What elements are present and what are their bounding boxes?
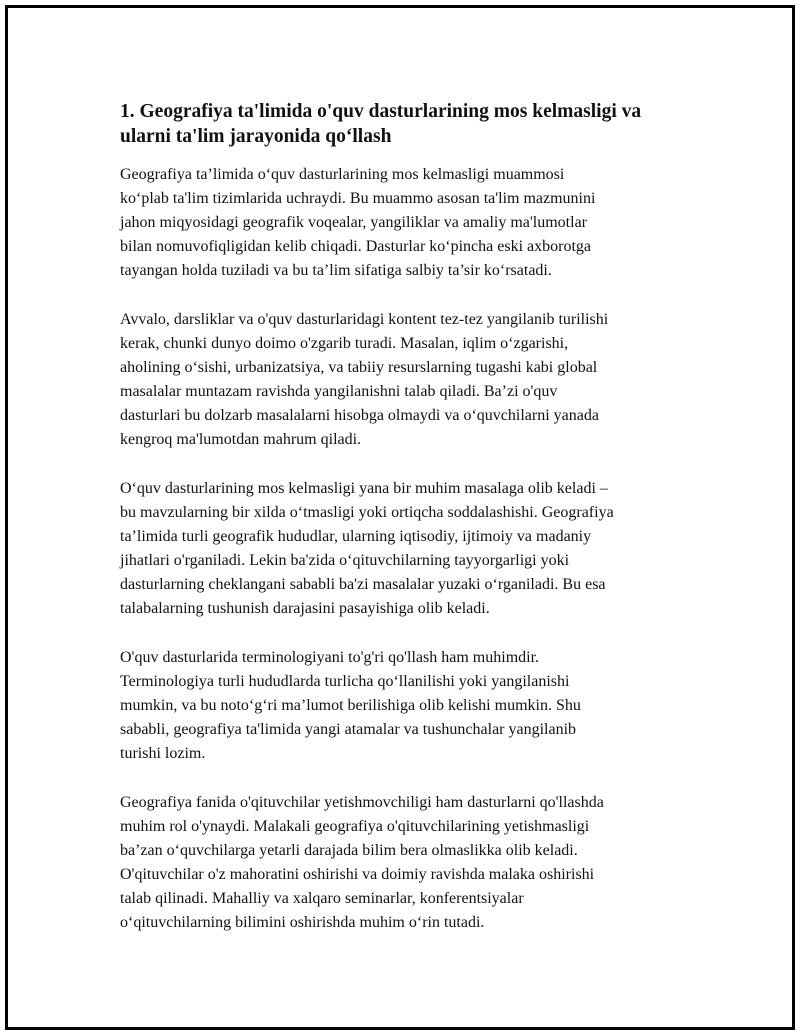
paragraph-5 (120, 791, 690, 935)
heading-line: 1. Geografiya ta'limida o'quv dasturlarining mos kelmasligi va (120, 101, 642, 122)
text-line: O'quv dasturlarida terminologiyani to'g'ri qo'llash ham muhimdir. (120, 649, 540, 666)
text-line: kerak, chunki dunyo doimo o'zgarib turadi. Masalan, iqlim o‘zgarishi, (120, 335, 569, 352)
text-line: o‘qituvchilarning bilimini oshirishda muhim o‘rin tutadi. (120, 914, 485, 931)
document-body (120, 99, 690, 960)
text-line: Avvalo, darsliklar va o'quv dasturlaridagi kontent tez-tez yangilanib turilishi (120, 311, 609, 328)
text-line: mumkin, va bu noto‘g‘ri ma’lumot berilishiga olib kelishi mumkin. Shu (120, 697, 581, 714)
text-line: turishi lozim. (120, 745, 206, 762)
text-line: ba’zan o‘quvchilarga yetarli darajada bilim bera olmaslikka olib keladi. (120, 842, 578, 859)
text-line: masalalar muntazam ravishda yangilanishni talab qiladi. Ba’zi o'quv (120, 383, 558, 400)
text-line: tayangan holda tuziladi va bu ta’lim sifatiga salbiy ta’sir ko‘rsatadi. (120, 262, 552, 279)
text-line: O‘quv dasturlarining mos kelmasligi yana bir muhim masalaga olib keladi – (120, 480, 608, 497)
page-frame (5, 5, 795, 1030)
paragraph-1 (120, 163, 690, 283)
heading-line: ularni ta'lim jarayonida qo‘llash (120, 126, 392, 147)
paragraph-3 (120, 477, 690, 621)
text-line: sababli, geografiya ta'limida yangi atamalar va tushunchalar yangilanib (120, 721, 577, 738)
text-line: talab qilinadi. Mahalliy va xalqaro seminarlar, konferentsiyalar (120, 890, 524, 907)
text-line: dasturlarning cheklangani sababli ba'zi masalalar yuzaki o‘rganiladi. Bu esa (120, 576, 606, 593)
paragraph-2 (120, 308, 690, 452)
text-line: talabalarning tushunish darajasini pasayishiga olib keladi. (120, 600, 490, 617)
section-heading (120, 99, 690, 149)
text-line: Terminologiya turli hududlarda turlicha qo‘llanilishi yoki yangilanishi (120, 673, 570, 690)
text-line: aholining o‘sishi, urbanizatsiya, va tabiiy resurslarning tugashi kabi global (120, 359, 598, 376)
text-line: kengroq ma'lumotdan mahrum qiladi. (120, 431, 362, 448)
text-line: bu mavzularning bir xilda o‘tmasligi yoki ortiqcha soddalashishi. Geografiya (120, 504, 614, 521)
text-line: Geografiya fanida o'qituvchilar yetishmovchiligi ham dasturlarni qo'llashda (120, 794, 604, 811)
paragraph-4 (120, 646, 690, 766)
text-line: jahon miqyosidagi geografik voqealar, yangiliklar va amaliy ma'lumotlar (120, 214, 587, 231)
text-line: dasturlari bu dolzarb masalalarni hisobga olmaydi va o‘quvchilarni yanada (120, 407, 599, 424)
text-line: Geografiya ta’limida o‘quv dasturlarining mos kelmasligi muammosi (120, 166, 565, 183)
text-line: ko‘plab ta'lim tizimlarida uchraydi. Bu muammo asosan ta'lim mazmunini (120, 190, 596, 207)
text-line: ta’limida turli geografik hududlar, ularning iqtisodiy, ijtimoiy va madaniy (120, 528, 592, 545)
text-line: O'qituvchilar o'z mahoratini oshirishi va doimiy ravishda malaka oshirishi (120, 866, 595, 883)
text-line: bilan nomuvofiqligidan kelib chiqadi. Dasturlar ko‘pincha eski axborotga (120, 238, 591, 255)
text-line: jihatlari o'rganiladi. Lekin ba'zida o‘qituvchilarning tayyorgarligi yoki (120, 552, 570, 569)
text-line: muhim rol o'ynaydi. Malakali geografiya o'qituvchilarining yetishmasligi (120, 818, 590, 835)
